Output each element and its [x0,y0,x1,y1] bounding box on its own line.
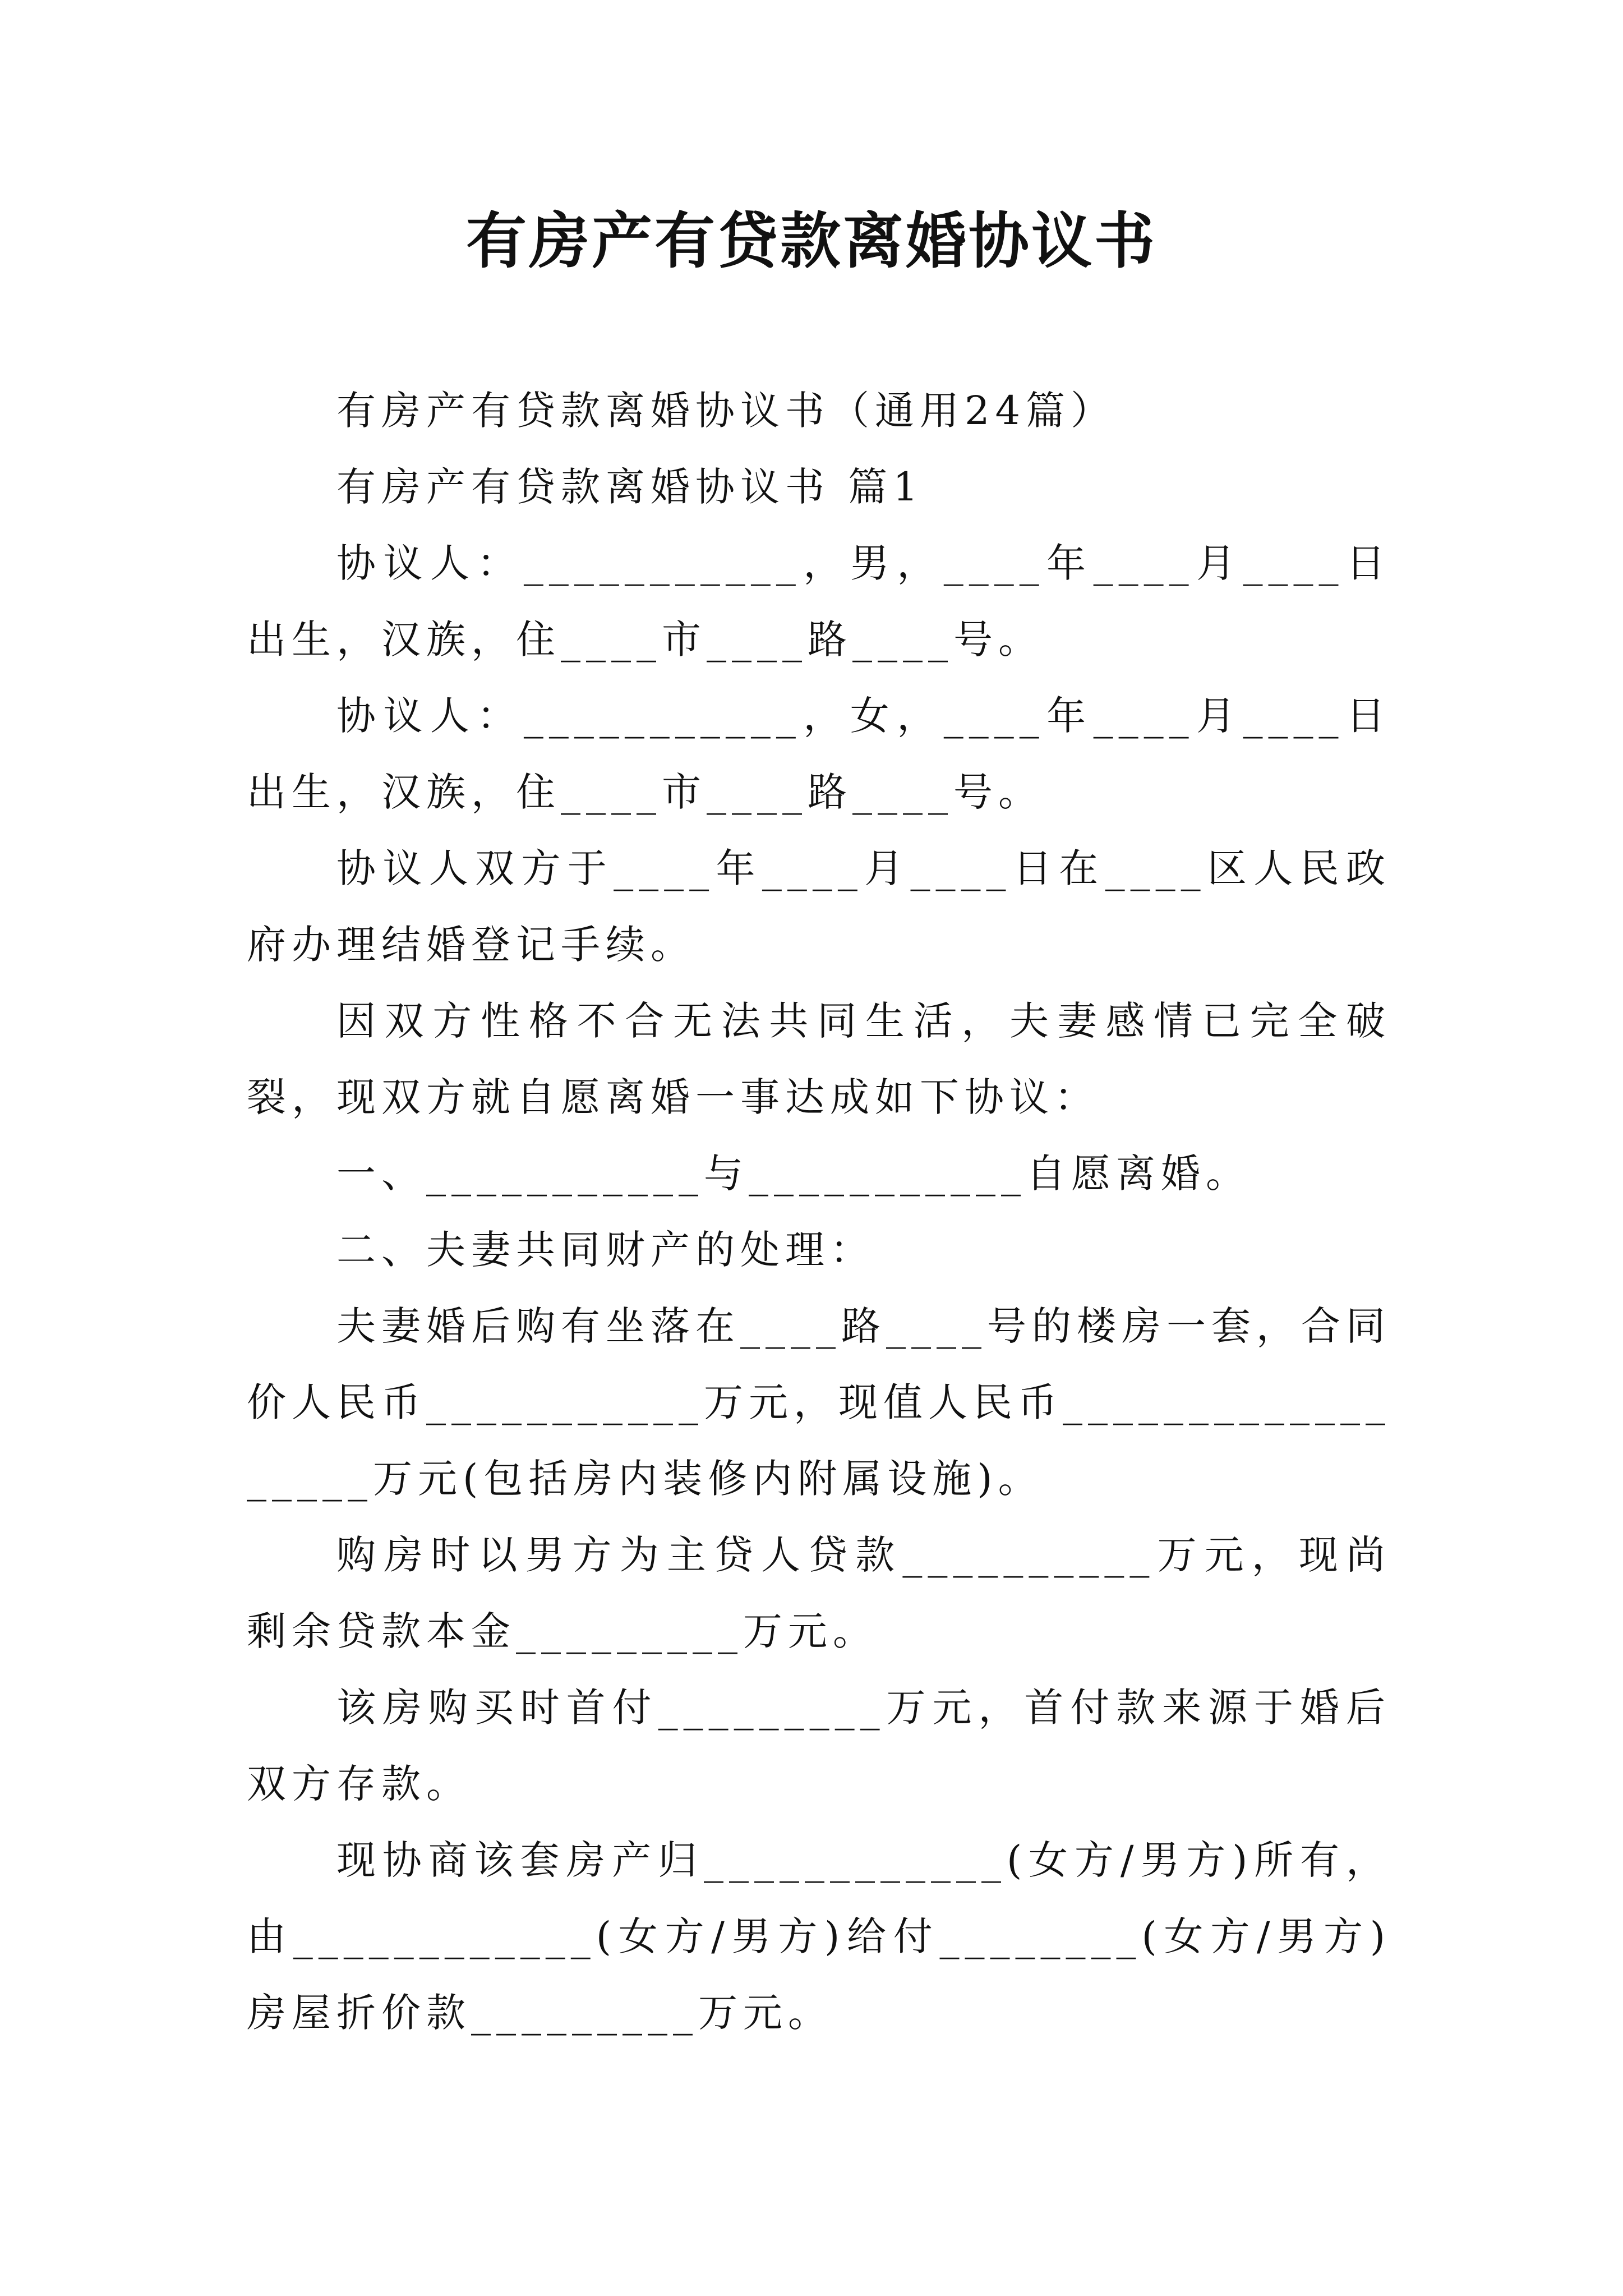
document-title: 有房产有贷款离婚协议书 [465,206,1157,277]
paragraph-ownership: 现协商该套房产归____________(女方/男方)所有，由____________(女方/男方)给付________(女方/男方)房屋折价款_________万元。 [247,1837,1391,2036]
paragraph-section-heading: 有房产有贷款离婚协议书 篇1 [336,464,924,510]
paragraph-loan: 购房时以男方为主贷人贷款__________万元，现尚剩余贷款本金_________万元。 [247,1532,1391,1654]
paragraph-clause-one: 一、___________与___________自愿离婚。 [336,1151,1251,1197]
paragraph-party-male: 协议人：___________，男，____年____月____日出生，汉族，住____市____路____号。 [247,540,1391,662]
paragraph-property: 夫妻婚后购有坐落在____路____号的楼房一套，合同价人民币___________万元，现值人民币__________________万元(包括房内装修内附属设施)。 [247,1303,1391,1502]
paragraph-clause-two: 二、夫妻共同财产的处理： [336,1227,875,1273]
paragraph-down-payment: 该房购买时首付_________万元，首付款来源于婚后双方存款。 [247,1685,1391,1807]
paragraph-marriage-registration: 协议人双方于____年____月____日在____区人民政府办理结婚登记手续。 [247,845,1391,968]
document-body [247,372,1391,2051]
paragraph-reason: 因双方性格不合无法共同生活，夫妻感情已完全破裂，现双方就自愿离婚一事达成如下协议： [247,998,1391,1120]
paragraph-party-female: 协议人：___________，女，____年____月____日出生，汉族，住____市____路____号。 [247,693,1391,815]
paragraph-subtitle: 有房产有贷款离婚协议书（通用24篇） [336,388,1116,434]
